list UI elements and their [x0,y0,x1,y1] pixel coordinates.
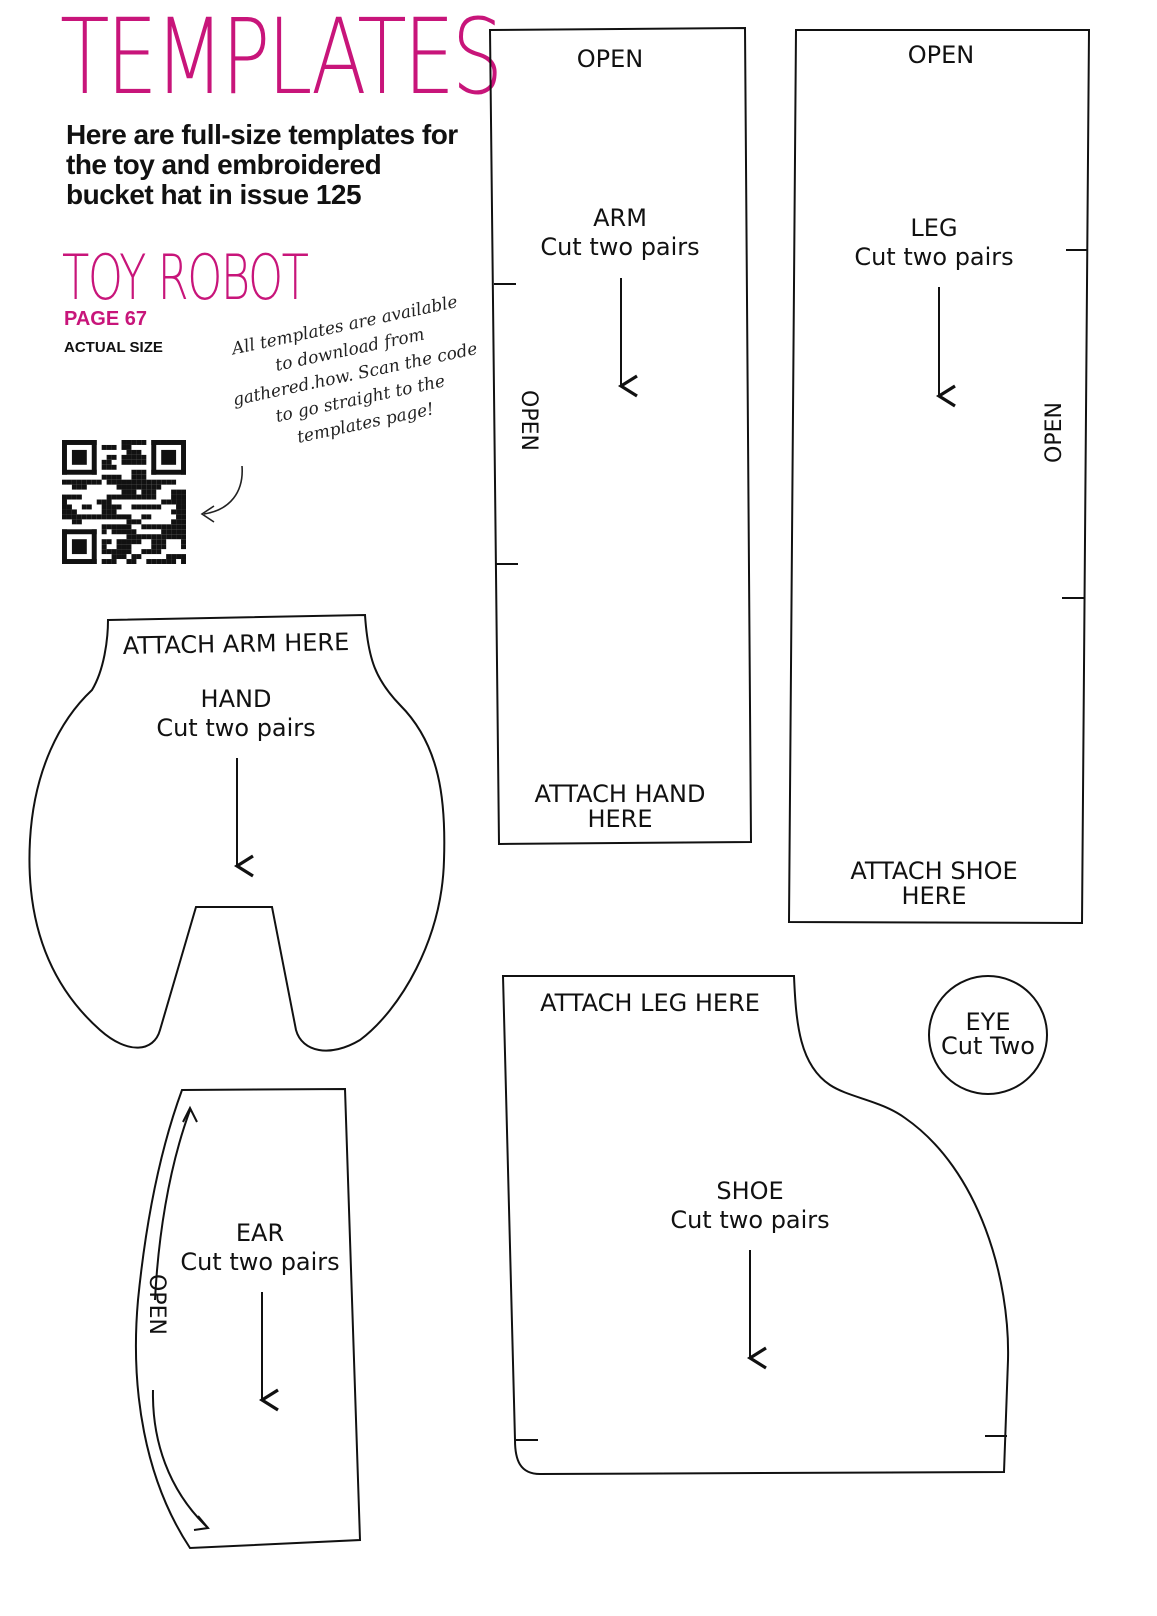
arm-open-label: OPEN [576,45,644,73]
intro-text: Here are full-size templates for the toy and embroidered bucket hat in issue 125 [66,119,458,210]
ear-template-outline [136,1089,360,1548]
ear-side-open-label: OPEN [143,1274,169,1335]
shoe-name: SHOE [716,1177,784,1205]
ear-instruction: Cut two pairs [180,1248,340,1276]
arm-attach-label-2: HERE [587,805,653,833]
arm-instruction: Cut two pairs [540,233,700,261]
leg-instruction: Cut two pairs [854,243,1014,271]
arm-attach-label-1: ATTACH HAND [534,780,706,808]
hand-name: HAND [200,685,272,713]
leg-template-outline [789,30,1089,923]
section-title: TOY ROBOT [62,241,308,314]
shoe-attach-label: ATTACH LEG HERE [540,989,760,1017]
shoe-instruction: Cut two pairs [670,1206,830,1234]
leg-attach-label-2: HERE [901,882,967,910]
note-arrow-icon [196,462,256,532]
ear-name: EAR [235,1219,285,1247]
arm-name: ARM [593,204,647,232]
leg-name: LEG [910,214,958,242]
leg-side-open-label: OPEN [1041,402,1067,463]
eye-instruction: Cut Two [940,1032,1035,1060]
page-reference: PAGE 67 [64,308,147,330]
leg-open-label: OPEN [907,41,975,69]
size-note: ACTUAL SIZE [64,339,163,356]
leg-attach-label-1: ATTACH SHOE [850,857,1018,885]
hand-instruction: Cut two pairs [156,714,316,742]
download-note-text: All templates are available to download from gathered.how. Scan the code to go straight to the templates page! [230,292,480,448]
hand-attach-label: ATTACH ARM HERE [122,628,350,660]
eye-name: EYE [965,1008,1011,1036]
page-title: TEMPLATES [60,0,501,118]
arm-side-open-label: OPEN [515,390,541,451]
